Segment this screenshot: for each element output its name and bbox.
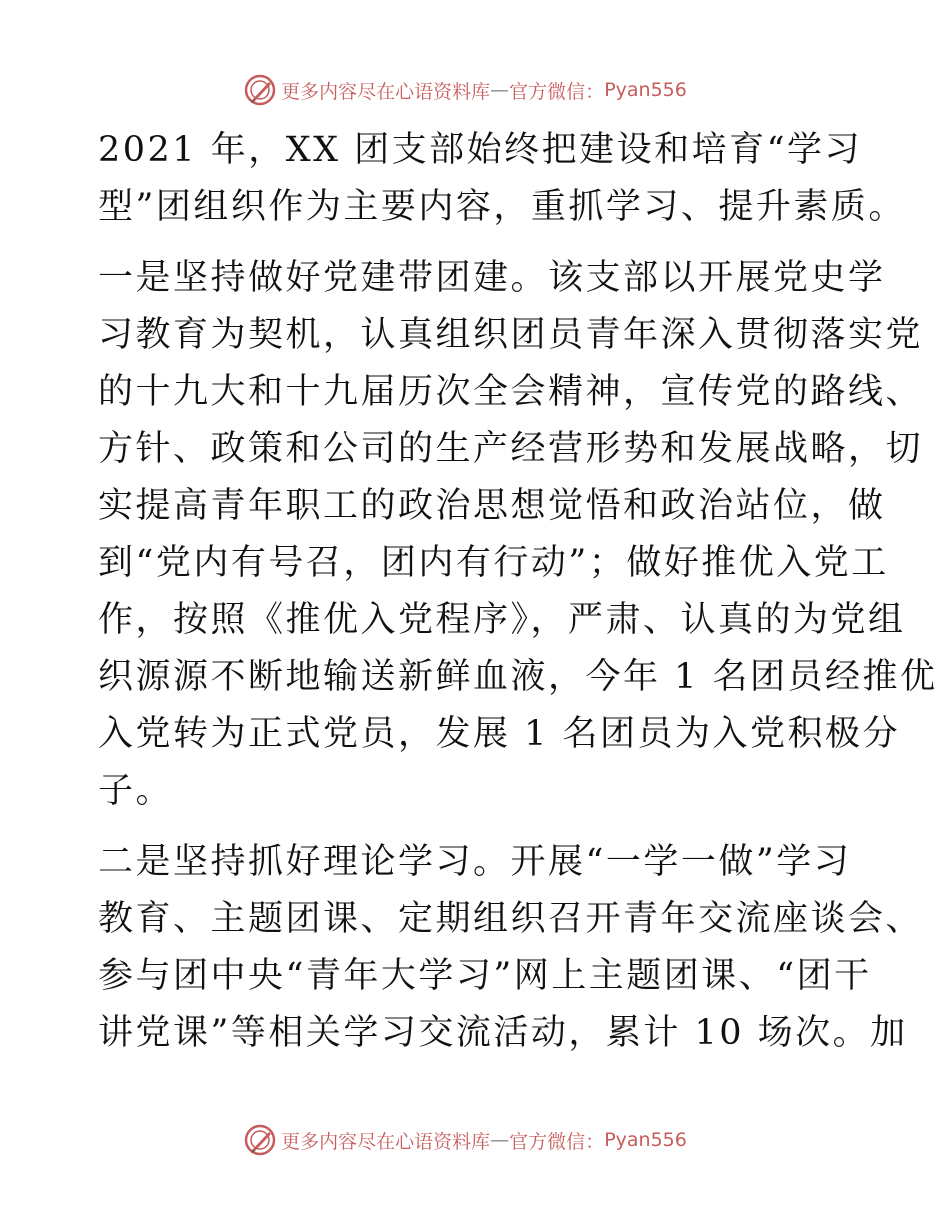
text-line: 二是坚持抓好理论学习。开展“一学一做”学习 <box>98 842 852 882</box>
text-line: 入党转为正式党员，发展 1 名团员为入党积极分 <box>98 714 901 754</box>
text-line: 作，按照《推优入党程序》，严肃、认真的为党组 <box>98 600 906 640</box>
text-line: 子。 <box>98 771 174 811</box>
footer-watermark-banner <box>0 1120 950 1160</box>
watermark-dash: — <box>490 79 510 101</box>
text-line: 一是坚持做好党建带团建。该支部以开展党史学 <box>98 258 886 298</box>
watermark-wechat-label: 官方微信： <box>509 1130 605 1153</box>
watermark-wechat-id: Pyan556 <box>604 79 687 101</box>
text-line: 的十九大和十九届历次全会精神，宣传党的路线、 <box>98 372 924 412</box>
text-line: 参与团中央“青年大学习”网上主题团课、“团干 <box>98 956 872 996</box>
watermark-text: 更多内容尽在心语资料库 <box>281 80 491 103</box>
watermark-wechat-id: Pyan556 <box>604 1129 687 1151</box>
pen-logo-icon <box>243 1123 277 1157</box>
text-line: 方针、政策和公司的生产经营形势和发展战略，切 <box>98 429 924 469</box>
watermark-dash: — <box>490 1129 510 1151</box>
text-line: 实提高青年职工的政治思想觉悟和政治站位，做 <box>98 486 886 526</box>
text-line: 教育、主题团课、定期组织召开青年交流座谈会、 <box>98 899 924 939</box>
watermark-wechat-label: 官方微信： <box>509 80 605 103</box>
text-line: 织源源不断地输送新鲜血液，今年 1 名团员经推优 <box>98 657 938 697</box>
pen-logo-icon <box>243 73 277 107</box>
text-line: 型”团组织作为主要内容，重抓学习、提升素质。 <box>98 187 906 227</box>
text-line: 习教育为契机，认真组织团员青年深入贯彻落实党 <box>98 315 924 355</box>
watermark-text: 更多内容尽在心语资料库 <box>281 1130 491 1153</box>
text-line: 讲党课”等相关学习交流活动，累计 10 场次。加 <box>98 1013 908 1053</box>
text-line: 2021 年，XX 团支部始终把建设和培育“学习 <box>98 130 863 170</box>
text-line: 到“党内有号召，团内有行动”；做好推优入党工 <box>98 543 889 583</box>
header-watermark-banner <box>0 70 950 110</box>
